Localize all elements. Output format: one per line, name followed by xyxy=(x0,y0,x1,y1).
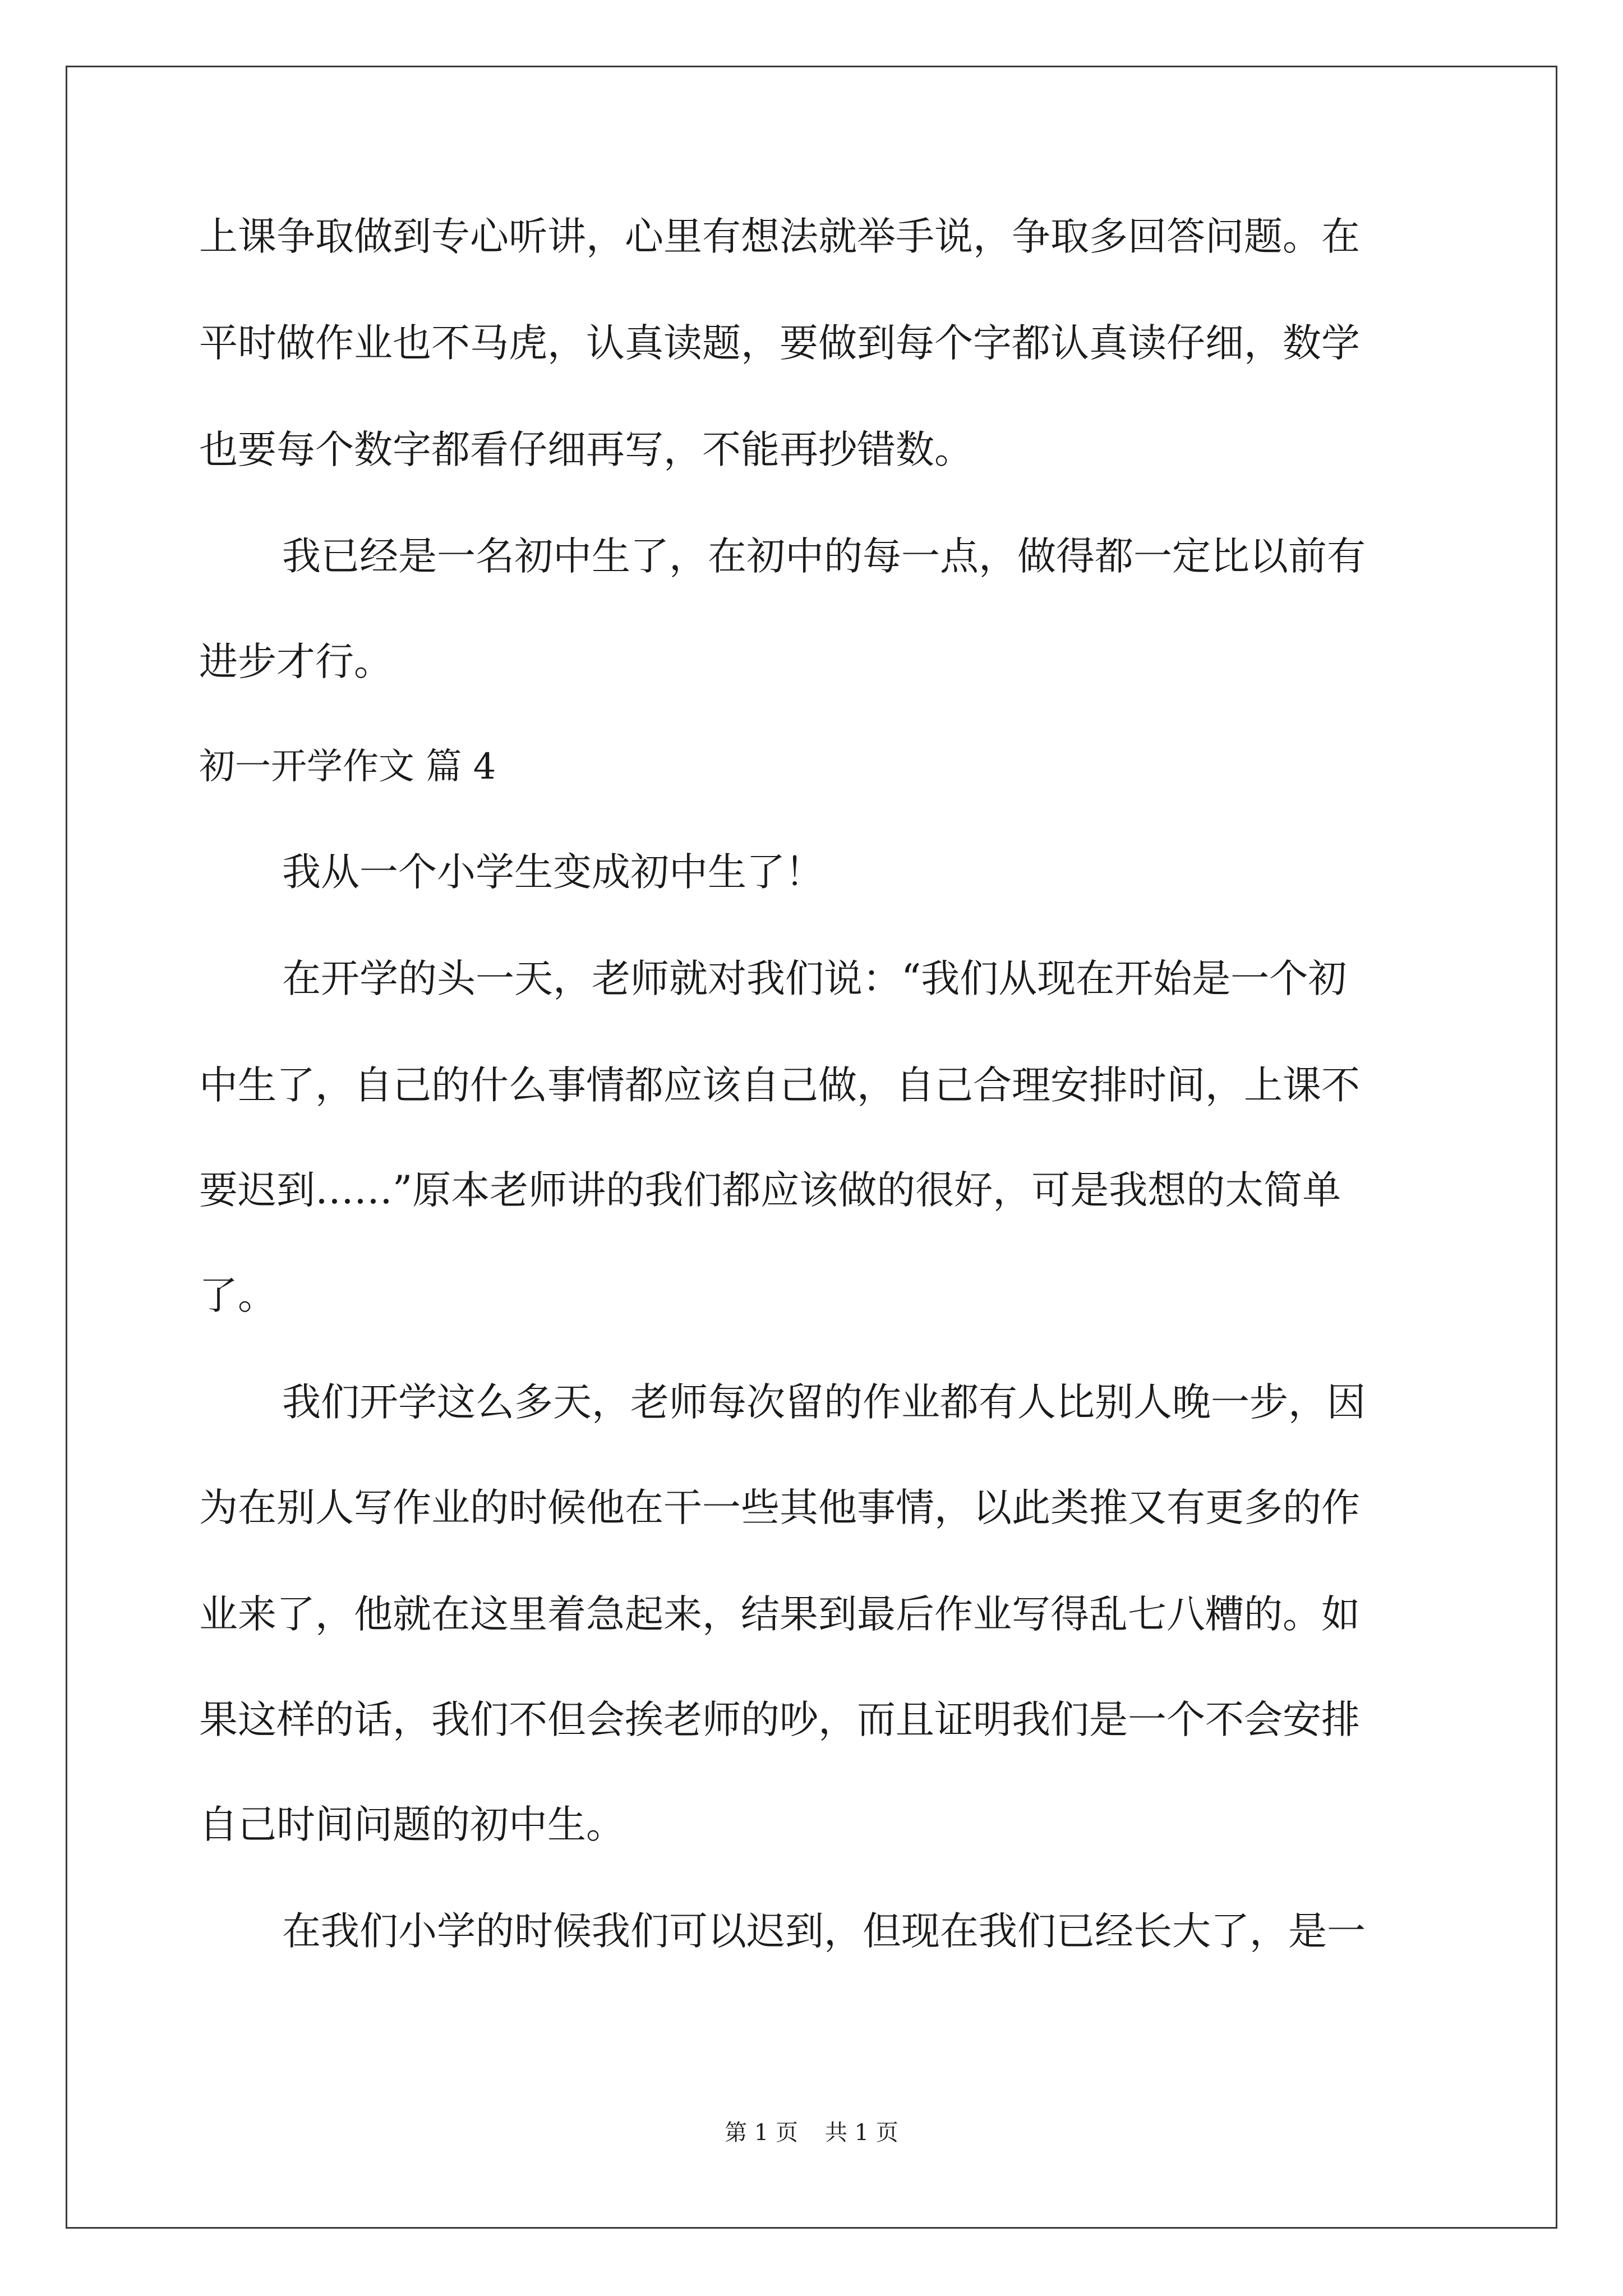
text-line: 自己时间问题的初中生。 xyxy=(199,1802,625,1847)
page-total: 共 1 页 xyxy=(825,2120,898,2146)
text-line: 果这样的话，我们不但会挨老师的吵，而且证明我们是一个不会安排 xyxy=(199,1697,1360,1742)
paragraph-first-line: 我已经是一名初中生了，在初中的每一点，做得都一定比以前有 xyxy=(282,534,1366,579)
text-line: 上课争取做到专心听讲，心里有想法就举手说，争取多回答问题。在 xyxy=(199,214,1360,259)
paragraph-first-line: 在我们小学的时候我们可以迟到，但现在我们已经长大了，是一 xyxy=(282,1909,1366,1954)
text-line: 业来了，他就在这里着急起来，结果到最后作业写得乱七八糟的。如 xyxy=(199,1592,1360,1637)
page-footer xyxy=(0,2115,1623,2147)
text-line: 了。 xyxy=(199,1273,276,1318)
text-line: 也要每个数字都看仔细再写，不能再抄错数。 xyxy=(199,427,973,472)
text-line: 进步才行。 xyxy=(199,639,393,684)
paragraph-first-line: 我从一个小学生变成初中生了！ xyxy=(282,850,824,895)
text-line: 为在别人写作业的时候他在干一些其他事情，以此类推又有更多的作 xyxy=(199,1485,1360,1530)
text-line: 中生了，自己的什么事情都应该自己做，自己合理安排时间，上课不 xyxy=(199,1063,1360,1108)
section-title: 初一开学作文 篇 4 xyxy=(199,746,496,788)
paragraph-first-line: 我们开学这么多天，老师每次留的作业都有人比别人晚一步，因 xyxy=(282,1380,1366,1425)
page-number: 第 1 页 xyxy=(725,2120,798,2146)
text-line: 平时做作业也不马虎，认真读题，要做到每个字都认真读仔细，数学 xyxy=(199,321,1360,366)
text-line: 要迟到……”原本老师讲的我们都应该做的很好，可是我想的太简单 xyxy=(199,1168,1341,1213)
paragraph-first-line: 在开学的头一天，老师就对我们说：“我们从现在开始是一个初 xyxy=(282,956,1347,1001)
